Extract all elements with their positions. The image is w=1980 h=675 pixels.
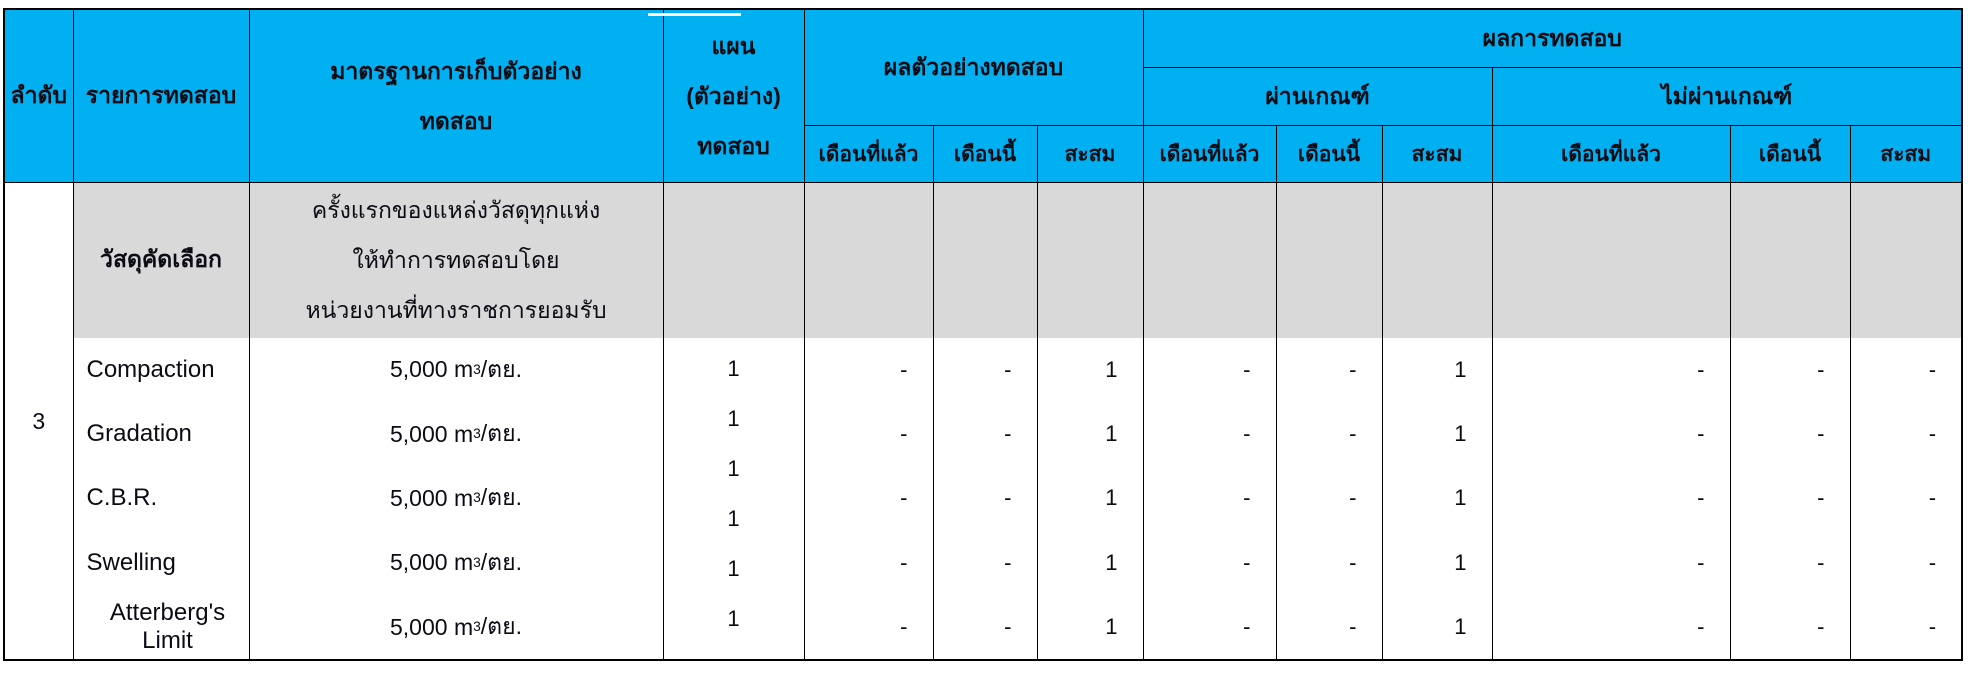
- sample-this-value: -: [1004, 549, 1012, 575]
- sample-cum-value: 1: [1105, 549, 1118, 575]
- fail-this-month-column: [1730, 338, 1850, 661]
- test-name: Atterberg's Limit: [109, 599, 226, 655]
- plan-value: 1: [727, 405, 740, 431]
- subheader-pass-this-month: เดือนนี้: [1276, 126, 1382, 183]
- note-empty-cell: [804, 183, 933, 338]
- fail-this-value: -: [1817, 549, 1825, 575]
- plan-value: 1: [727, 505, 740, 531]
- pass-cum-value: 1: [1454, 356, 1467, 382]
- note-empty-cell: [1492, 183, 1730, 338]
- subheader-fail-cumulative: สะสม: [1850, 126, 1962, 183]
- plan-value: 1: [727, 555, 740, 581]
- sample-cum-value: 1: [1105, 485, 1118, 511]
- note-empty-cell: [663, 183, 804, 338]
- material-test-report-table: [3, 8, 1963, 661]
- fail-cum-value: -: [1928, 485, 1937, 511]
- test-standard: 5,000 m 3 /ตย.: [250, 402, 663, 466]
- pass-cum-value: 1: [1454, 421, 1467, 447]
- standard-note-line3: หน่วยงานที่ทางราชการยอมรับ: [305, 297, 607, 324]
- std-suffix: /ตย.: [480, 613, 522, 640]
- test-name: Swelling: [86, 548, 176, 576]
- fail-last-month-column: [1492, 338, 1730, 661]
- note-empty-cell: [1143, 183, 1276, 338]
- pass-this-month-column: [1276, 338, 1382, 661]
- header-standard-line2: ทดสอบ: [419, 108, 493, 134]
- header-fail-group: ไม่ผ่านเกณฑ์: [1492, 68, 1962, 126]
- sample-last-month-column: [804, 338, 933, 661]
- header-pass-group: ผ่านเกณฑ์: [1143, 68, 1492, 126]
- std-suffix: /ตย.: [480, 355, 522, 382]
- test-names-column: [73, 338, 249, 661]
- pass-this-value: -: [1349, 485, 1357, 511]
- subheader-sample-cumulative: สะสม: [1037, 126, 1143, 183]
- std-prefix: 5,000 m: [390, 613, 474, 640]
- plan-column-cell: [663, 338, 804, 661]
- plan-values-stack: [664, 338, 804, 644]
- pass-this-value: -: [1349, 549, 1357, 575]
- standards-column: [249, 338, 663, 661]
- sample-this-value: -: [1004, 614, 1012, 640]
- standard-note-line2: ให้ทำการทดสอบโดย: [352, 247, 560, 274]
- std-suffix: /ตย.: [480, 548, 522, 575]
- sample-last-value: -: [900, 485, 908, 511]
- subheader-fail-last-month: เดือนที่แล้ว: [1492, 126, 1730, 183]
- pass-cum-value: 1: [1454, 549, 1467, 575]
- subheader-sample-last-month: เดือนที่แล้ว: [804, 126, 933, 183]
- sample-last-value: -: [900, 549, 908, 575]
- plan-value: 1: [727, 605, 740, 631]
- pass-cumulative-column: [1382, 338, 1492, 661]
- fail-this-value: -: [1817, 485, 1825, 511]
- pass-last-month-column: [1143, 338, 1276, 661]
- pass-last-value: -: [1243, 421, 1251, 447]
- order-number-cell: 3: [4, 183, 73, 661]
- material-name-cell: วัสดุคัดเลือก: [73, 183, 249, 338]
- pass-cum-value: 1: [1454, 614, 1467, 640]
- test-standard: 5,000 m 3 /ตย.: [250, 595, 663, 659]
- sample-last-value: -: [900, 421, 908, 447]
- header-order: ลำดับ: [4, 9, 73, 183]
- fail-cum-value: -: [1928, 614, 1937, 640]
- subheader-sample-this-month: เดือนนี้: [933, 126, 1037, 183]
- subheader-fail-this-month: เดือนนี้: [1730, 126, 1850, 183]
- sample-this-month-column: [933, 338, 1037, 661]
- plan-cell-white-line-artifact: [648, 13, 741, 16]
- subheader-pass-cumulative: สะสม: [1382, 126, 1492, 183]
- fail-last-value: -: [1697, 356, 1705, 382]
- std-prefix: 5,000 m: [390, 549, 474, 576]
- header-test-results-group: ผลการทดสอบ: [1143, 9, 1962, 68]
- fail-cum-value: -: [1928, 421, 1937, 447]
- std-prefix: 5,000 m: [390, 420, 474, 447]
- header-standard-line1: มาตรฐานการเก็บตัวอย่าง: [330, 58, 582, 84]
- std-suffix: /ตย.: [480, 484, 522, 511]
- test-name: Gradation: [86, 420, 192, 448]
- fail-last-value: -: [1697, 421, 1705, 447]
- pass-this-value: -: [1349, 356, 1357, 382]
- note-empty-cell: [1276, 183, 1382, 338]
- test-name: C.B.R.: [86, 484, 158, 512]
- pass-last-value: -: [1243, 356, 1251, 382]
- fail-last-value: -: [1697, 485, 1705, 511]
- subheader-pass-last-month: เดือนที่แล้ว: [1143, 126, 1276, 183]
- pass-this-value: -: [1349, 421, 1357, 447]
- fail-cum-value: -: [1928, 356, 1937, 382]
- sample-this-value: -: [1004, 485, 1012, 511]
- header-plan-line2: (ตัวอย่าง): [686, 83, 781, 109]
- header-standard: [249, 9, 663, 183]
- standard-note-cell: [249, 183, 663, 338]
- note-empty-cell: [1730, 183, 1850, 338]
- sample-cum-value: 1: [1105, 614, 1118, 640]
- sample-this-value: -: [1004, 421, 1012, 447]
- note-empty-cell: [1382, 183, 1492, 338]
- pass-last-value: -: [1243, 614, 1251, 640]
- plan-value: 1: [727, 355, 740, 381]
- fail-this-value: -: [1817, 421, 1825, 447]
- fail-this-value: -: [1817, 614, 1825, 640]
- pass-this-value: -: [1349, 614, 1357, 640]
- test-standard: 5,000 m 3 /ตย.: [250, 466, 663, 530]
- fail-cumulative-column: [1850, 338, 1962, 661]
- std-suffix: /ตย.: [480, 420, 522, 447]
- sample-cumulative-column: [1037, 338, 1143, 661]
- pass-last-value: -: [1243, 485, 1251, 511]
- test-standard: 5,000 m 3 /ตย.: [250, 531, 663, 595]
- test-name: Compaction: [86, 355, 215, 383]
- sample-cum-value: 1: [1105, 421, 1118, 447]
- fail-this-value: -: [1817, 356, 1825, 382]
- header-plan-line3: ทดสอบ: [697, 133, 770, 159]
- header-plan: [663, 9, 804, 183]
- pass-cum-value: 1: [1454, 485, 1467, 511]
- std-prefix: 5,000 m: [390, 484, 474, 511]
- sample-this-value: -: [1004, 356, 1012, 382]
- sample-last-value: -: [900, 614, 908, 640]
- fail-cum-value: -: [1928, 549, 1937, 575]
- header-sample-results-group: ผลตัวอย่างทดสอบ: [804, 9, 1143, 126]
- fail-last-value: -: [1697, 614, 1705, 640]
- fail-last-value: -: [1697, 549, 1705, 575]
- header-plan-line1: แผน: [711, 33, 756, 59]
- note-empty-cell: [1037, 183, 1143, 338]
- standard-note-line1: ครั้งแรกของแหล่งวัสดุทุกแห่ง: [311, 197, 601, 224]
- plan-value: 1: [727, 455, 740, 481]
- sample-last-value: -: [900, 356, 908, 382]
- note-empty-cell: [933, 183, 1037, 338]
- test-standard: 5,000 m 3 /ตย.: [250, 338, 663, 402]
- pass-last-value: -: [1243, 549, 1251, 575]
- sample-cum-value: 1: [1105, 356, 1118, 382]
- header-test-item: รายการทดสอบ: [73, 9, 249, 183]
- note-empty-cell: [1850, 183, 1962, 338]
- std-prefix: 5,000 m: [390, 356, 474, 383]
